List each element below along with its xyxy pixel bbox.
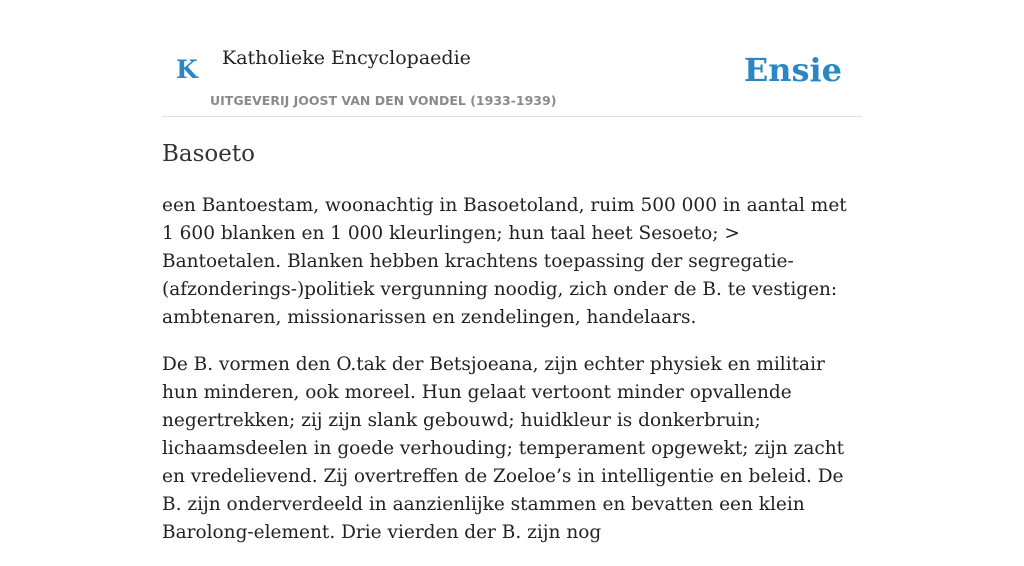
page [162, 0, 862, 543]
site-header [162, 0, 862, 117]
article-paragraph: een Bantoestam, woonachtig in Basoetoland, ruim 500 000 in aantal met 1 600 blanken en 1 000 kleurlingen; hun taal heet Sesoeto; > Bantoetalen. Blanken hebben krachtens toepassing der segregatie-(afzonderings-)politiek vergunning noodig, zich onder de B. te vestigen: ambtenaren, missionarissen en zendelingen, handelaars. [162, 195, 847, 328]
article-body [162, 192, 862, 566]
publisher-label: UITGEVERIJ JOOST VAN DEN VONDEL (1933-1939) [210, 93, 557, 108]
encyclopedia-logo[interactable]: K [176, 55, 198, 84]
article-title: Basoeto [162, 141, 255, 167]
encyclopedia-title-link[interactable]: Katholieke Encyclopaedie [222, 47, 471, 69]
ensie-logo-link[interactable]: Ensie [743, 51, 842, 89]
article-paragraph: De B. vormen den O.tak der Betsjoeana, zijn echter physiek en militair hun minderen, ook moreel. Hun gelaat vertoont minder opvallende negertrekken; zij zijn slank gebouwd; huidkleur is donkerbruin; lichaamsdeelen in goede verhouding; temperament opgewekt; zijn zacht en vredelievend. Zij overtreffen de Zoeloe’s in intelligentie en beleid. De B. zijn onderverdeeld in aanzienlijke stammen en bevatten een klein Barolong-element. Drie vierden der B. zijn nog [162, 354, 845, 543]
